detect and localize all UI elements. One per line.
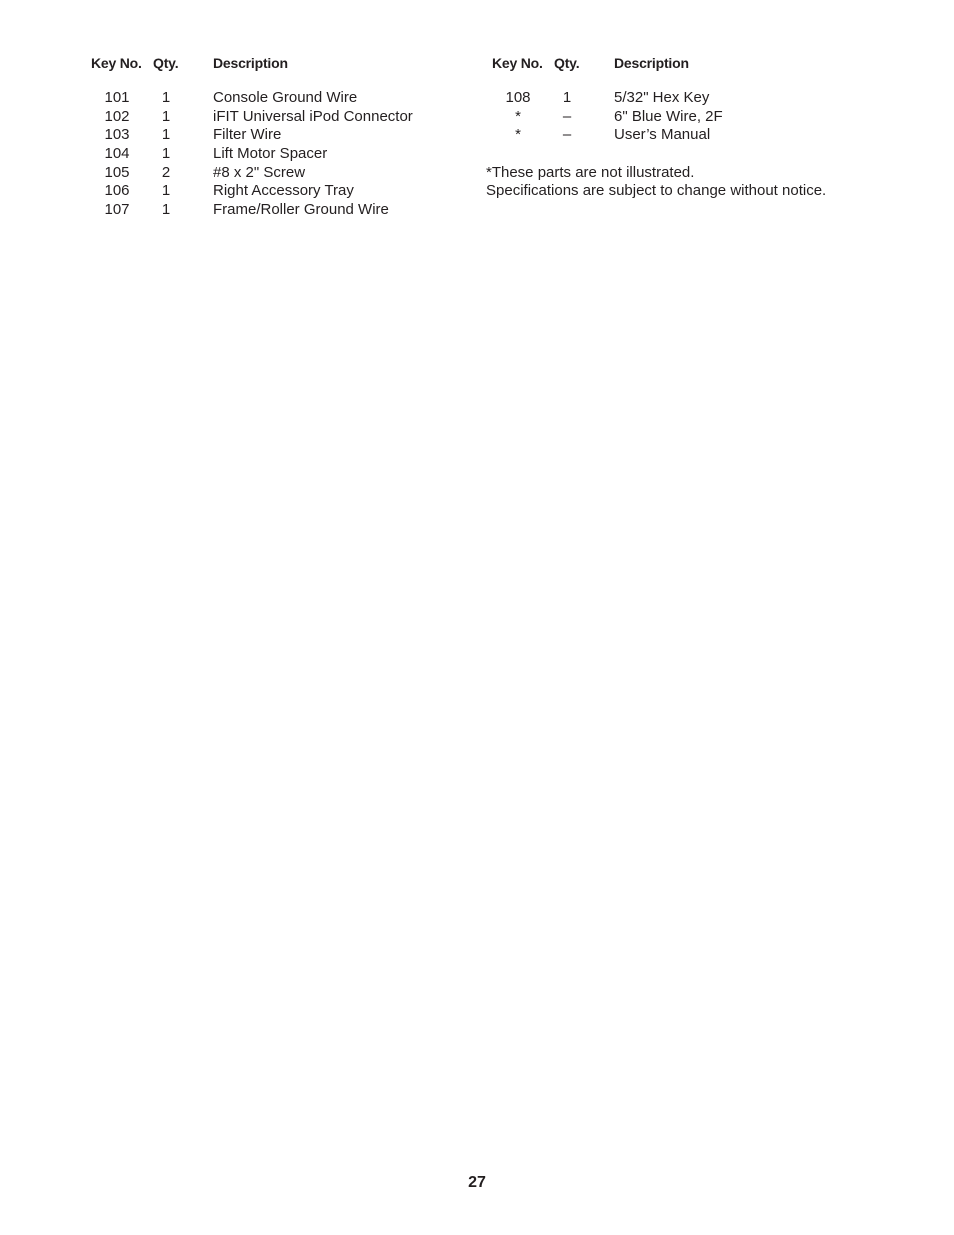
quantity: 1: [161, 201, 171, 218]
page-number: 27: [468, 1174, 486, 1191]
quantity: 1: [161, 182, 171, 199]
key-number: 101: [104, 89, 130, 106]
part-description: Right Accessory Tray: [213, 182, 354, 199]
right-header-qty: Qty.: [554, 55, 580, 71]
part-description: 5/32" Hex Key: [614, 89, 710, 106]
key-number: *: [515, 126, 521, 143]
key-number: 106: [104, 182, 130, 199]
quantity: 2: [161, 164, 171, 181]
specifications-note: Specifications are subject to change without notice.: [486, 182, 827, 199]
part-description: 6" Blue Wire, 2F: [614, 108, 723, 125]
key-number: 107: [104, 201, 130, 218]
quantity: 1: [161, 108, 171, 125]
key-number: 108: [505, 89, 531, 106]
right-header-key-no: Key No.: [492, 55, 543, 71]
quantity: 1: [562, 89, 572, 106]
left-header-key-no: Key No.: [91, 55, 142, 71]
part-description: iFIT Universal iPod Connector: [213, 108, 413, 125]
quantity: 1: [161, 126, 171, 143]
right-header-description: Description: [614, 55, 689, 71]
part-description: Frame/Roller Ground Wire: [213, 201, 389, 218]
quantity: 1: [161, 89, 171, 106]
part-description: #8 x 2" Screw: [213, 164, 306, 181]
quantity: –: [562, 126, 572, 143]
quantity: –: [562, 108, 572, 125]
key-number: 104: [104, 145, 130, 162]
key-number: 102: [104, 108, 130, 125]
key-number: 103: [104, 126, 130, 143]
key-number: 105: [104, 164, 130, 181]
part-description: Lift Motor Spacer: [213, 145, 328, 162]
not-illustrated-note: *These parts are not illustrated.: [486, 164, 695, 181]
part-description: Filter Wire: [213, 126, 282, 143]
part-description: Console Ground Wire: [213, 89, 358, 106]
left-header-qty: Qty.: [153, 55, 179, 71]
key-number: *: [515, 108, 521, 125]
quantity: 1: [161, 145, 171, 162]
part-description: User’s Manual: [614, 126, 711, 143]
left-header-description: Description: [213, 55, 288, 71]
